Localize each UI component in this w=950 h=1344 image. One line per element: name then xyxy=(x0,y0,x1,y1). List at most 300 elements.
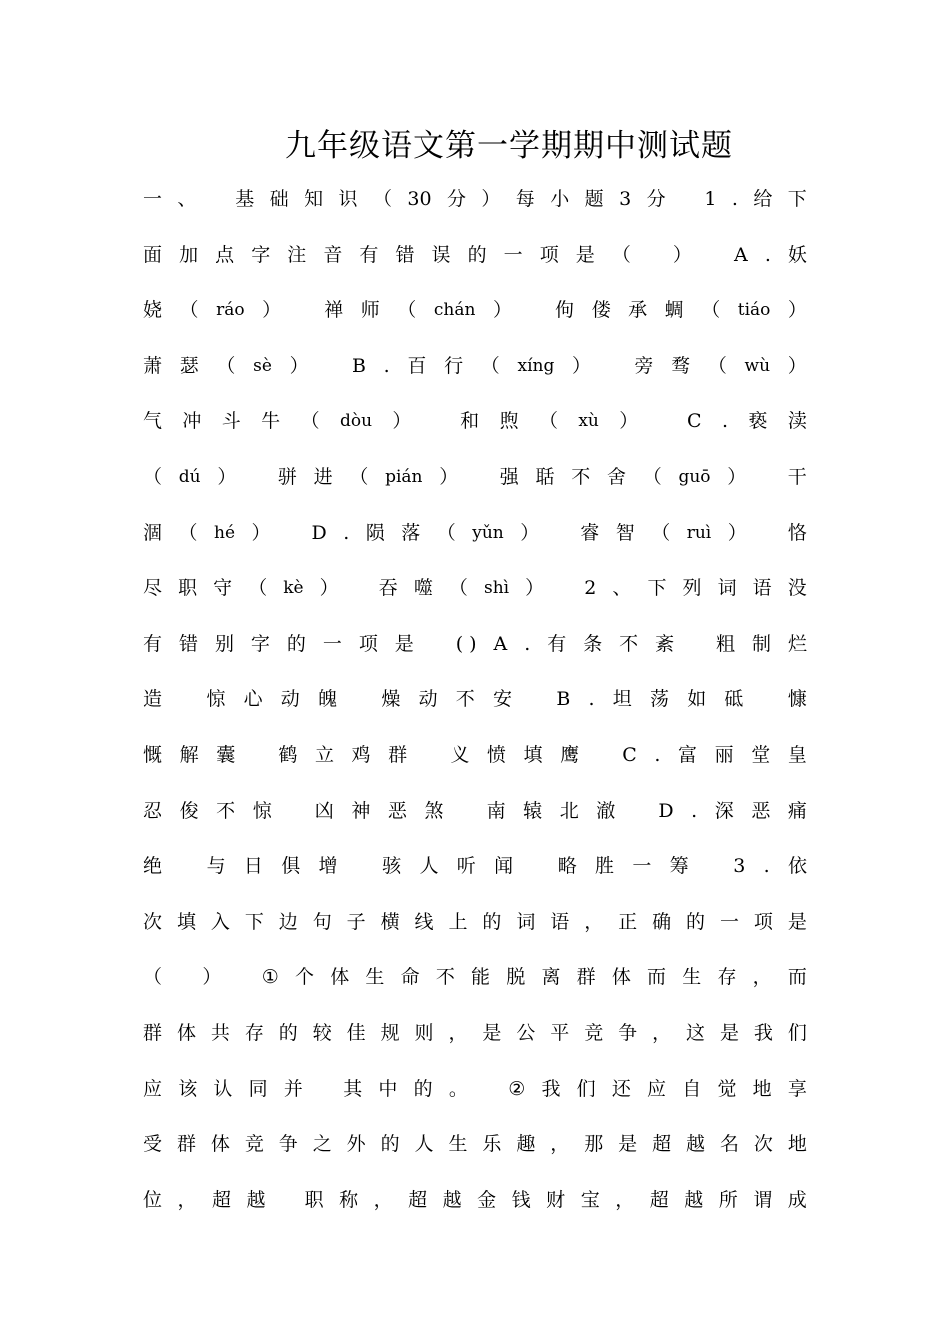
text-token: 堂 xyxy=(751,743,771,766)
text-token: . xyxy=(763,855,770,878)
text-token: 有 xyxy=(359,243,379,266)
text-token: kè xyxy=(283,578,304,599)
text-token: ② xyxy=(508,1077,526,1100)
text-token: 一 xyxy=(143,188,163,210)
text-token: 生 xyxy=(448,1133,468,1156)
text-token: 知 xyxy=(304,188,324,210)
text-line xyxy=(143,839,807,895)
text-token: 项 xyxy=(753,910,773,933)
text-token: 皇 xyxy=(787,743,807,766)
text-token: 的 xyxy=(286,632,306,655)
text-token: 人 xyxy=(419,855,439,878)
text-token: 噬 xyxy=(413,577,433,600)
text-line xyxy=(143,784,807,840)
text-token: 北 xyxy=(559,799,579,822)
text-token: （ xyxy=(538,410,558,433)
document-body xyxy=(143,172,807,1228)
text-token: xù xyxy=(578,411,599,432)
text-token: 应 xyxy=(143,1077,163,1100)
text-token: 涸 xyxy=(143,521,163,544)
text-token: 与 xyxy=(206,855,226,878)
text-token: 制 xyxy=(752,632,772,655)
text-token: 词 xyxy=(516,910,536,933)
text-token: 慷 xyxy=(787,688,807,711)
text-token: （ xyxy=(300,410,320,433)
text-token: 该 xyxy=(178,1077,198,1100)
text-token: 语 xyxy=(550,910,570,933)
text-token: 惊 xyxy=(252,799,272,822)
text-token: D xyxy=(311,521,327,544)
text-token: 干 xyxy=(787,465,807,488)
text-token: 字 xyxy=(251,243,271,266)
text-token: dòu xyxy=(339,411,373,432)
text-token: 金 xyxy=(477,1188,497,1211)
text-token: 争 xyxy=(278,1133,298,1156)
text-token: ） xyxy=(217,465,237,488)
text-token: 落 xyxy=(401,521,421,544)
text-token: ） xyxy=(492,299,512,322)
text-token: 们 xyxy=(787,1021,807,1044)
text-token: 3 xyxy=(619,188,632,210)
text-token: 线 xyxy=(414,910,434,933)
text-token: （ xyxy=(143,966,163,989)
text-token: C xyxy=(622,743,637,766)
text-token: 宝 xyxy=(580,1188,600,1211)
text-token: ） xyxy=(727,521,747,544)
text-token: 公 xyxy=(516,1021,536,1044)
text-token: 一 xyxy=(719,910,739,933)
text-token: 较 xyxy=(312,1021,332,1044)
text-token: ） xyxy=(289,354,309,377)
text-token: 能 xyxy=(471,966,491,989)
text-token: 词 xyxy=(717,577,737,600)
text-token: 地 xyxy=(752,1077,772,1100)
text-token: . xyxy=(731,188,738,210)
text-token: 填 xyxy=(523,743,543,766)
text-token: 没 xyxy=(787,577,807,600)
document-title: 九年级语文第一学期期中测试题 xyxy=(285,128,733,164)
text-token: 蜩 xyxy=(664,299,684,322)
text-token: 行 xyxy=(444,354,464,377)
text-token: 佝 xyxy=(555,299,575,322)
text-token: 丽 xyxy=(714,743,734,766)
text-token: 鹤 xyxy=(278,743,298,766)
text-token: 下 xyxy=(647,577,667,600)
text-token: （ xyxy=(143,465,163,488)
text-token: 不 xyxy=(619,632,639,655)
text-token: 妖 xyxy=(787,243,807,266)
text-token: 坦 xyxy=(612,688,632,711)
text-token: 而 xyxy=(647,966,667,989)
text-token: 的 xyxy=(278,1021,298,1044)
text-token: 日 xyxy=(243,855,263,878)
text-token: （ xyxy=(372,188,392,210)
text-token: 存 xyxy=(244,1021,264,1044)
text-token: 我 xyxy=(541,1077,561,1100)
text-token: 分 xyxy=(646,188,666,210)
text-token: 受 xyxy=(143,1133,163,1156)
text-token: 确 xyxy=(652,910,672,933)
text-token: . xyxy=(691,799,698,822)
text-token: 中 xyxy=(378,1077,398,1100)
text-token: 点 xyxy=(215,243,235,266)
text-token: wù xyxy=(744,355,771,376)
text-token: （ xyxy=(397,299,417,322)
text-token: 有 xyxy=(143,632,163,655)
text-token: 筹 xyxy=(669,855,689,878)
text-token: 粗 xyxy=(716,632,736,655)
text-token: 那 xyxy=(584,1133,604,1156)
text-token: shì xyxy=(483,578,510,599)
text-token: 富 xyxy=(678,743,698,766)
text-token: B xyxy=(556,688,571,711)
text-token: ） xyxy=(787,354,807,377)
text-token: 体 xyxy=(176,1021,196,1044)
text-token: ） xyxy=(727,465,747,488)
text-token: 是 xyxy=(575,243,595,266)
text-token: ） xyxy=(619,410,639,433)
text-line xyxy=(143,1006,807,1062)
text-token: 应 xyxy=(647,1077,667,1100)
text-token: ① xyxy=(261,966,279,989)
text-token: 享 xyxy=(787,1077,807,1100)
text-line xyxy=(143,1117,807,1173)
text-token: 和 xyxy=(460,410,480,433)
text-token: （ xyxy=(642,465,662,488)
text-token: 群 xyxy=(176,1133,196,1156)
text-token: 共 xyxy=(210,1021,230,1044)
text-token: 离 xyxy=(541,966,561,989)
text-token: ） xyxy=(525,577,545,600)
text-token: ） xyxy=(262,299,282,322)
text-token: 的 xyxy=(482,910,502,933)
text-token: . xyxy=(383,354,390,377)
text-token: yǔn xyxy=(472,522,504,543)
text-token: 娆 xyxy=(143,299,163,322)
text-token: 是 xyxy=(787,910,807,933)
text-token: 不 xyxy=(216,799,236,822)
text-token: 慨 xyxy=(143,743,163,766)
text-token: 越 xyxy=(246,1188,266,1211)
text-token: xíng xyxy=(517,355,555,376)
text-token: 项 xyxy=(358,632,378,655)
text-token: 误 xyxy=(431,243,451,266)
text-token: ， xyxy=(448,1021,468,1044)
text-token: ） xyxy=(319,577,339,600)
text-token: 恪 xyxy=(787,521,807,544)
text-token: A xyxy=(734,243,748,266)
text-line xyxy=(143,617,807,673)
text-token: 存 xyxy=(717,966,737,989)
text-token: 横 xyxy=(380,910,400,933)
text-token: 骇 xyxy=(382,855,402,878)
text-token: 给 xyxy=(753,188,773,210)
text-token: 错 xyxy=(395,243,415,266)
text-token: 恶 xyxy=(751,799,771,822)
text-token: . xyxy=(343,521,350,544)
text-token: 错 xyxy=(178,632,198,655)
text-token: 竞 xyxy=(244,1133,264,1156)
text-token: ráo xyxy=(216,300,245,321)
text-token: 竞 xyxy=(584,1021,604,1044)
text-token: ruì xyxy=(686,522,712,543)
text-token: 煞 xyxy=(424,799,444,822)
text-token: 佳 xyxy=(346,1021,366,1044)
text-token: 音 xyxy=(323,243,343,266)
text-token: 立 xyxy=(314,743,334,766)
text-line xyxy=(143,728,807,784)
text-token: 3 xyxy=(733,855,746,878)
text-token: 体 xyxy=(330,966,350,989)
text-token: hé xyxy=(214,522,236,543)
text-token: ， xyxy=(550,1133,570,1156)
text-line xyxy=(143,1062,807,1118)
text-token: 入 xyxy=(210,910,230,933)
text-token: 越 xyxy=(686,1133,706,1156)
text-token: dú xyxy=(178,466,201,487)
text-token: 深 xyxy=(714,799,734,822)
text-token: 进 xyxy=(313,465,333,488)
text-token: （ xyxy=(349,465,369,488)
text-line xyxy=(143,950,807,1006)
text-token: 有 xyxy=(547,632,567,655)
text-token: 分 xyxy=(446,188,466,210)
text-line xyxy=(143,506,807,562)
text-token: 舍 xyxy=(606,465,626,488)
text-token: 煦 xyxy=(499,410,519,433)
text-token: 别 xyxy=(214,632,234,655)
text-token: 鸡 xyxy=(351,743,371,766)
text-token: . xyxy=(524,632,531,655)
text-token: 子 xyxy=(346,910,366,933)
text-token: 谓 xyxy=(753,1188,773,1211)
text-token: 次 xyxy=(143,910,163,933)
text-token: 超 xyxy=(652,1133,672,1156)
text-token: sè xyxy=(253,355,272,376)
text-token: ， xyxy=(652,1021,672,1044)
text-token: 规 xyxy=(380,1021,400,1044)
text-token: 趣 xyxy=(516,1133,536,1156)
text-token: 上 xyxy=(448,910,468,933)
text-token: 亵 xyxy=(748,410,768,433)
text-token: 痛 xyxy=(787,799,807,822)
text-token: 越 xyxy=(684,1188,704,1211)
text-line xyxy=(143,1173,807,1229)
text-token: 燥 xyxy=(381,688,401,711)
text-token: . xyxy=(721,410,728,433)
text-token: 冲 xyxy=(182,410,202,433)
text-token: chán xyxy=(433,300,476,321)
text-token: 1 xyxy=(704,188,717,210)
text-token: B xyxy=(351,354,366,377)
text-token: . xyxy=(654,743,661,766)
text-token: （ xyxy=(611,243,631,266)
text-token: ） xyxy=(439,465,459,488)
text-token: 所 xyxy=(718,1188,738,1211)
text-token: 的 xyxy=(413,1077,433,1100)
text-token: 紊 xyxy=(655,632,675,655)
text-token: 越 xyxy=(442,1188,462,1211)
text-token: ， xyxy=(373,1188,393,1211)
text-token: ） xyxy=(787,299,807,322)
text-token: 骛 xyxy=(671,354,691,377)
text-token: 鹰 xyxy=(560,743,580,766)
text-token: 列 xyxy=(682,577,702,600)
text-token: 荡 xyxy=(649,688,669,711)
text-token: 句 xyxy=(312,910,332,933)
text-token: 职 xyxy=(178,577,198,600)
text-token: 闻 xyxy=(494,855,514,878)
text-token: 骈 xyxy=(277,465,297,488)
text-token: ， xyxy=(177,1188,197,1211)
text-token: 条 xyxy=(583,632,603,655)
text-token: 超 xyxy=(212,1188,232,1211)
text-token: pián xyxy=(385,466,423,487)
text-token: 是 xyxy=(618,1133,638,1156)
text-token: 觉 xyxy=(717,1077,737,1100)
text-token: 睿 xyxy=(580,521,600,544)
text-token: 魄 xyxy=(318,688,338,711)
text-token: 人 xyxy=(414,1133,434,1156)
text-token: 名 xyxy=(719,1133,739,1156)
text-token: ， xyxy=(615,1188,635,1211)
text-token: 俱 xyxy=(281,855,301,878)
text-token: 体 xyxy=(611,966,631,989)
text-token: 瑟 xyxy=(179,354,199,377)
text-token: 承 xyxy=(628,299,648,322)
text-token: 字 xyxy=(250,632,270,655)
text-token: 基 xyxy=(235,188,255,210)
text-token: 其 xyxy=(343,1077,363,1100)
text-token: 、 xyxy=(612,577,632,600)
text-token: tiáo xyxy=(737,300,771,321)
text-token: 胜 xyxy=(595,855,615,878)
text-token: 聒 xyxy=(535,465,555,488)
text-token: ( ) xyxy=(455,632,477,655)
text-token: 财 xyxy=(546,1188,566,1211)
text-token: ） xyxy=(202,966,222,989)
text-token: 造 xyxy=(143,688,163,711)
text-token: 南 xyxy=(486,799,506,822)
text-token: 是 xyxy=(482,1021,502,1044)
text-token: 砥 xyxy=(724,688,744,711)
text-token: （ xyxy=(248,577,268,600)
text-token: 安 xyxy=(493,688,513,711)
text-token: 脱 xyxy=(506,966,526,989)
text-token: 吞 xyxy=(378,577,398,600)
text-token: 地 xyxy=(787,1133,807,1156)
text-token: 牛 xyxy=(261,410,281,433)
text-token: 强 xyxy=(499,465,519,488)
text-line xyxy=(143,450,807,506)
text-token: 填 xyxy=(176,910,196,933)
text-token: 语 xyxy=(752,577,772,600)
text-token: 命 xyxy=(400,966,420,989)
text-token: 的 xyxy=(380,1133,400,1156)
text-token: ） xyxy=(520,521,540,544)
text-token: 一 xyxy=(322,632,342,655)
text-token: 的 xyxy=(467,243,487,266)
text-token: 渎 xyxy=(787,410,807,433)
text-token: 不 xyxy=(435,966,455,989)
text-token: 同 xyxy=(248,1077,268,1100)
text-token: 陨 xyxy=(365,521,385,544)
text-token: ， xyxy=(584,910,604,933)
text-token: 认 xyxy=(213,1077,233,1100)
text-token: ） xyxy=(572,354,592,377)
text-token: 下 xyxy=(244,910,264,933)
text-token: 澈 xyxy=(596,799,616,822)
text-token: 超 xyxy=(408,1188,428,1211)
text-token: 生 xyxy=(365,966,385,989)
text-token: 凶 xyxy=(314,799,334,822)
text-token: 尽 xyxy=(143,577,163,600)
text-token: 职 xyxy=(304,1188,324,1211)
text-token: 师 xyxy=(360,299,380,322)
text-token: A xyxy=(493,632,508,655)
text-token: 而 xyxy=(787,966,807,989)
text-token: 础 xyxy=(269,188,289,210)
text-token: 乐 xyxy=(482,1133,502,1156)
text-token: （ xyxy=(216,354,236,377)
text-token: 题 xyxy=(584,188,604,210)
text-token: 自 xyxy=(682,1077,702,1100)
text-token: C xyxy=(687,410,702,433)
text-token: 边 xyxy=(278,910,298,933)
text-line xyxy=(143,394,807,450)
text-token: 之 xyxy=(312,1133,332,1156)
text-token: 则 xyxy=(414,1021,434,1044)
text-token: （ xyxy=(448,577,468,600)
text-token: 是 xyxy=(719,1021,739,1044)
text-token: 称 xyxy=(339,1188,359,1211)
text-token: （ xyxy=(707,354,727,377)
text-token: 加 xyxy=(179,243,199,266)
text-token: 还 xyxy=(611,1077,631,1100)
text-token: 依 xyxy=(787,855,807,878)
text-token: 愤 xyxy=(486,743,506,766)
text-token: 这 xyxy=(686,1021,706,1044)
text-line xyxy=(143,283,807,339)
text-token: （ xyxy=(436,521,456,544)
text-token: 略 xyxy=(557,855,577,878)
text-token: 旁 xyxy=(634,354,654,377)
text-token: 的 xyxy=(686,910,706,933)
text-token: 如 xyxy=(687,688,707,711)
text-token: 一 xyxy=(503,243,523,266)
text-token: 心 xyxy=(243,688,263,711)
text-token: 忍 xyxy=(143,799,163,822)
text-token: ） xyxy=(251,521,271,544)
text-token: 不 xyxy=(455,688,475,711)
text-line xyxy=(143,228,807,284)
text-token: 外 xyxy=(346,1133,366,1156)
text-token: guō xyxy=(678,466,711,487)
text-token: 动 xyxy=(280,688,300,711)
text-token: 辕 xyxy=(523,799,543,822)
text-token: 次 xyxy=(753,1133,773,1156)
text-line xyxy=(143,172,807,228)
text-token: 守 xyxy=(213,577,233,600)
text-token: 识 xyxy=(338,188,358,210)
text-token: 不 xyxy=(571,465,591,488)
text-token: 群 xyxy=(388,743,408,766)
text-token: 听 xyxy=(456,855,476,878)
text-line xyxy=(143,895,807,951)
text-token: ， xyxy=(752,966,772,989)
text-token: 偻 xyxy=(591,299,611,322)
text-token: 禅 xyxy=(324,299,344,322)
